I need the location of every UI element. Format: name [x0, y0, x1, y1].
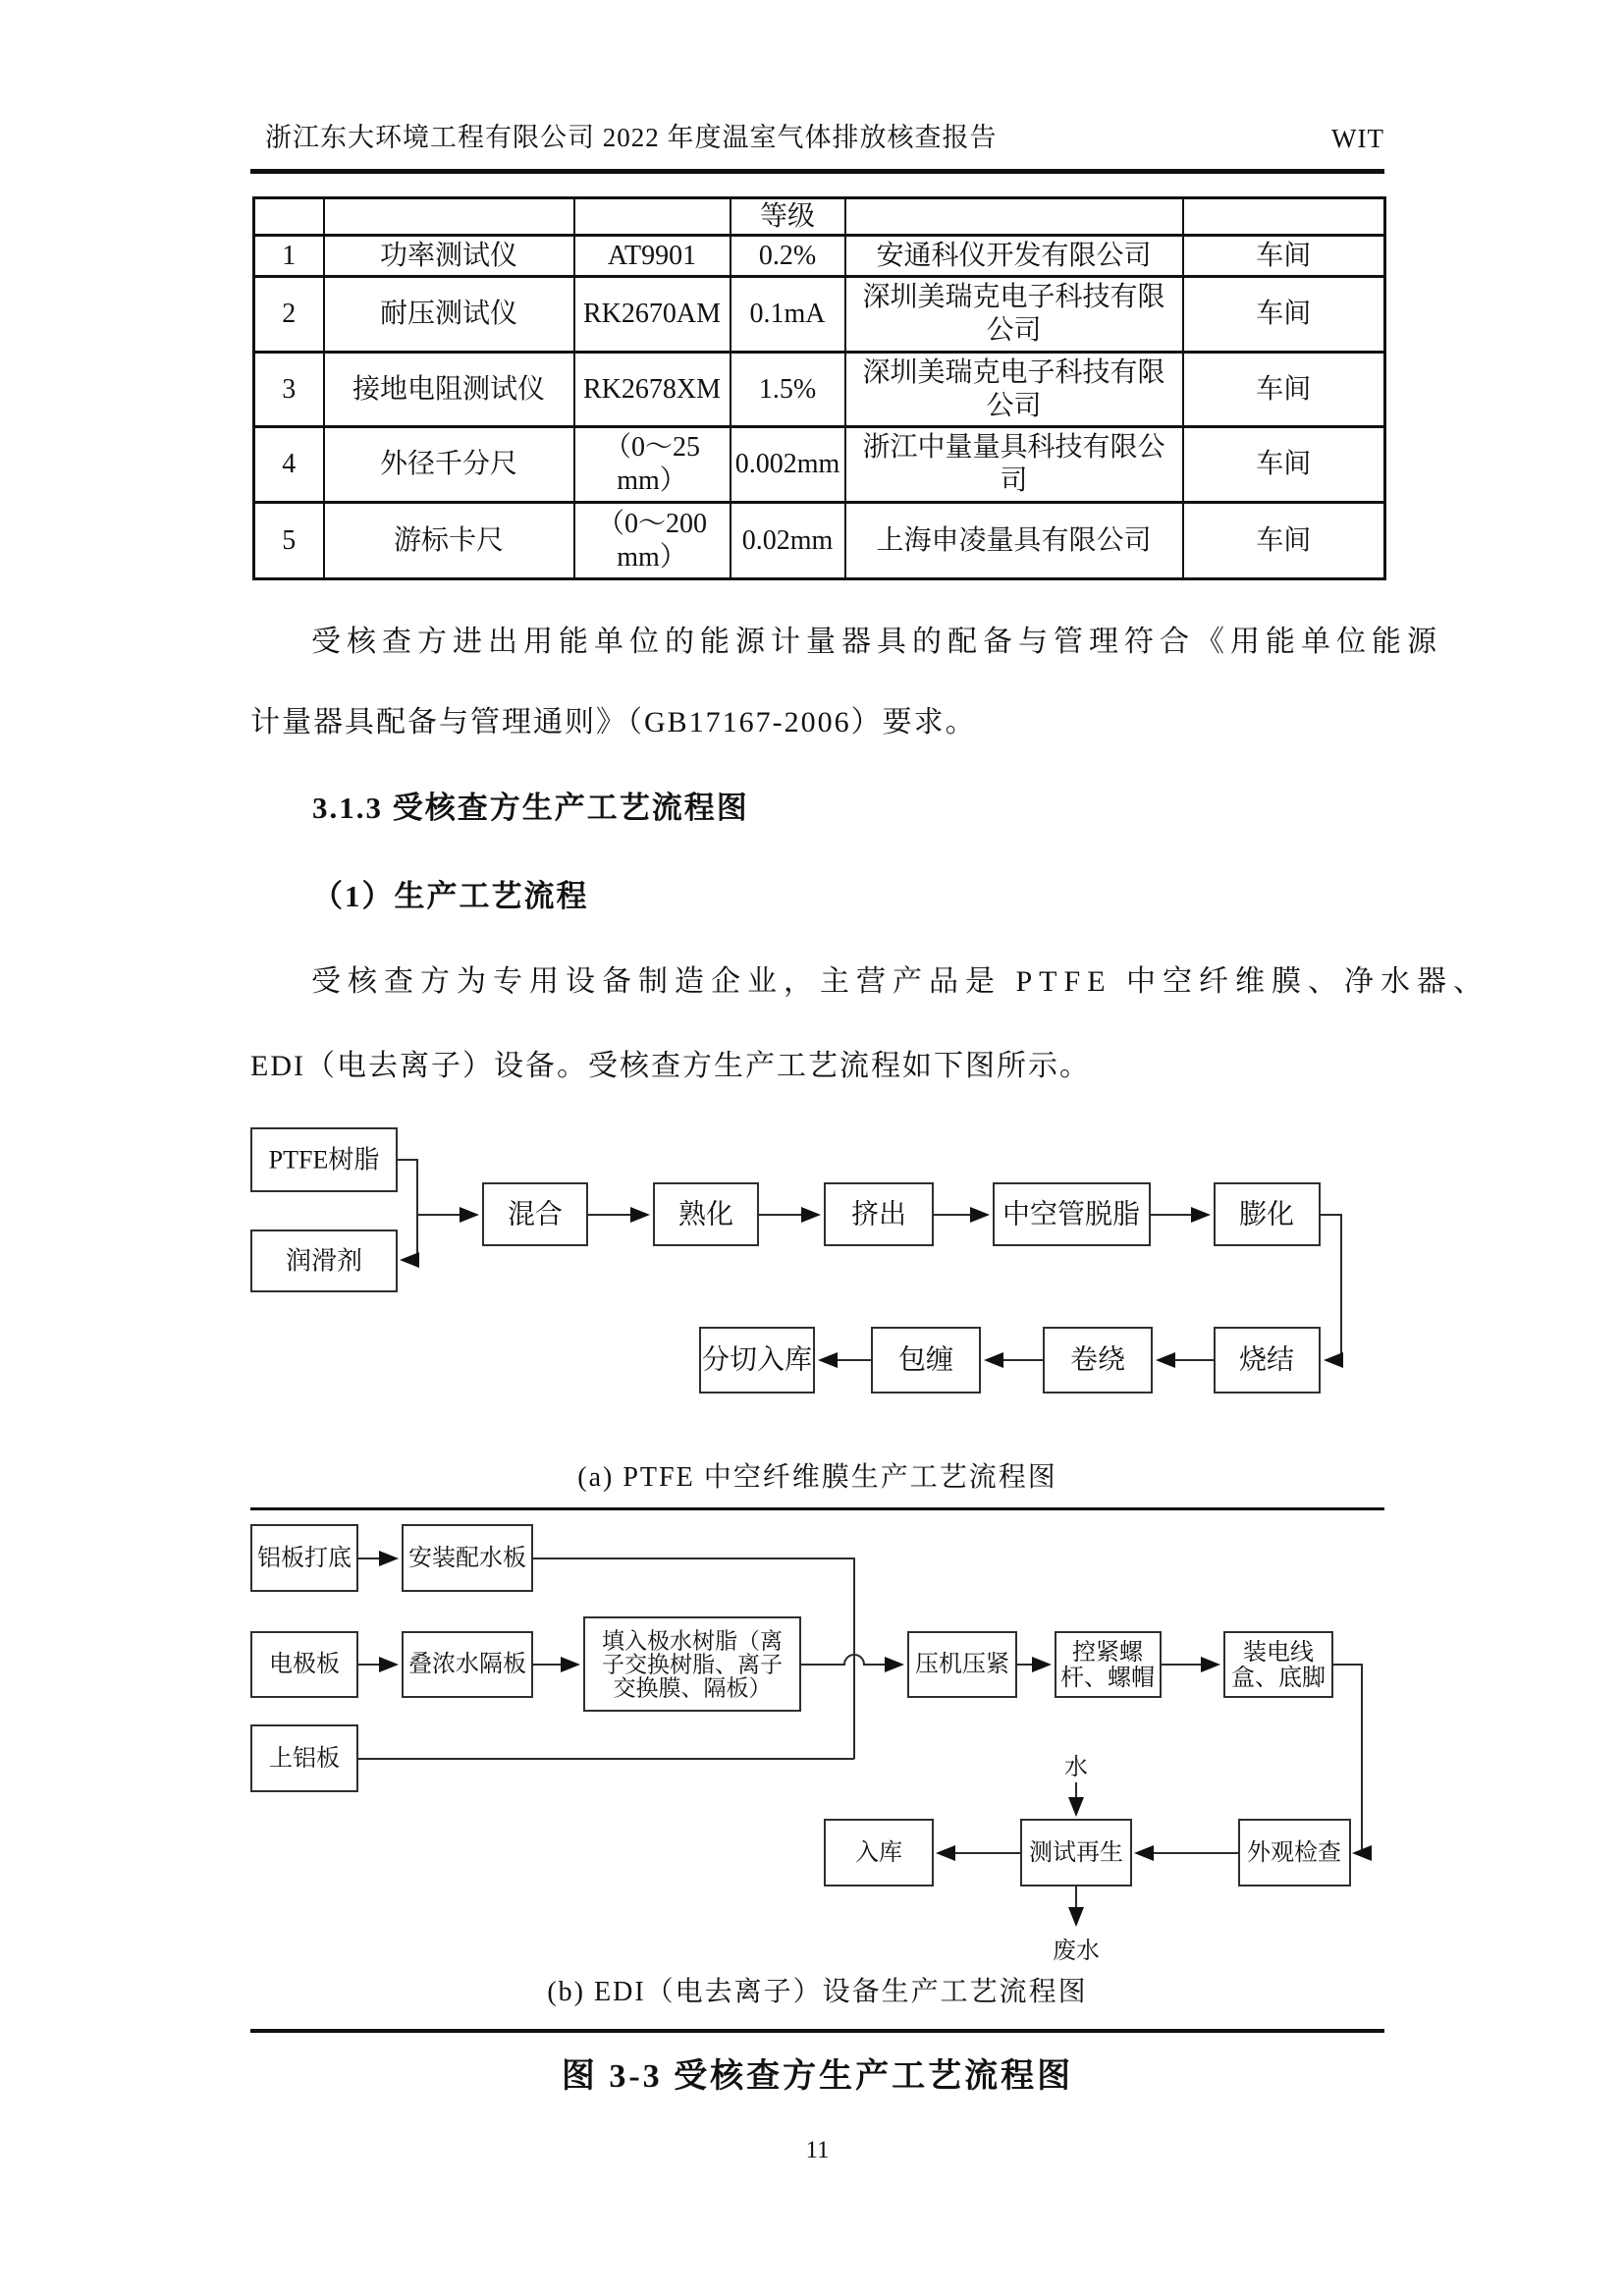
- table-row: [254, 427, 1385, 503]
- cell-maker: 深圳美瑞克电子科技有限 公司: [845, 353, 1183, 427]
- node-tighten-line1: 控紧螺: [1072, 1640, 1143, 1666]
- table-partial-header-row: [254, 198, 1385, 236]
- paragraph-metering: [250, 625, 1442, 740]
- cell-location: 车间: [1183, 427, 1385, 503]
- figure-divider-bottom: [250, 2029, 1384, 2033]
- cell-no: 4: [254, 427, 324, 503]
- page-header: [265, 116, 1384, 154]
- node-top-plate-label: 上铝板: [269, 1746, 340, 1772]
- node-winding-label: 卷绕: [1069, 1344, 1126, 1376]
- node-stack-separator-label: 叠浓水隔板: [408, 1652, 526, 1677]
- table-row: [254, 277, 1385, 353]
- cell-name: 外径千分尺: [324, 427, 574, 503]
- section-heading-313: 3.1.3 受核查方生产工艺流程图: [312, 791, 749, 825]
- table-row: [254, 503, 1385, 579]
- cell-grade: 0.002mm: [731, 427, 845, 503]
- cell-empty: [324, 198, 574, 236]
- node-curing-label: 熟化: [677, 1199, 734, 1230]
- cell-location: 车间: [1183, 277, 1385, 353]
- cell-name: 游标卡尺: [324, 503, 574, 579]
- paragraph-line: 受核查方进出用能单位的能源计量器具的配备与管理符合《用能单位能源: [311, 626, 1442, 658]
- cell-model: AT9901: [574, 236, 731, 277]
- cell-empty: [574, 198, 731, 236]
- node-degreasing-label: 中空管脱脂: [1001, 1199, 1141, 1230]
- cell-name: 功率测试仪: [324, 236, 574, 277]
- node-tighten-line2: 杆、螺帽: [1060, 1666, 1155, 1691]
- node-extrusion-label: 挤出: [850, 1199, 907, 1230]
- cell-location: 车间: [1183, 236, 1385, 277]
- node-wire-box-line2: 盒、底脚: [1231, 1666, 1326, 1691]
- cell-name: 接地电阻测试仪: [324, 353, 574, 427]
- header-mark: WIT: [1331, 124, 1384, 153]
- cell-grade: 0.02mm: [731, 503, 845, 579]
- caption-figure-a: (a) PTFE 中空纤维膜生产工艺流程图: [577, 1462, 1057, 1493]
- figure-3-3-title: 图 3-3 受核查方生产工艺流程图: [561, 2058, 1074, 2095]
- label-waste-water: 废水: [1053, 1939, 1100, 1964]
- cell-grade: 0.1mA: [731, 277, 845, 353]
- label-water: 水: [1064, 1755, 1088, 1780]
- cell-model: RK2670AM: [574, 277, 731, 353]
- node-base-plate-label: 铝板打底: [257, 1546, 352, 1571]
- cell-empty: [845, 198, 1183, 236]
- cell-no: 3: [254, 353, 324, 427]
- cell-maker: 安通科仪开发有限公司: [845, 236, 1183, 277]
- cell-empty: [254, 198, 324, 236]
- cell-location: 车间: [1183, 353, 1385, 427]
- cell-empty: [1183, 198, 1385, 236]
- node-fill-resin-line2: 子交换树脂、离子: [602, 1652, 783, 1677]
- cell-maker: 浙江中量量具科技有限公 司: [845, 427, 1183, 503]
- page-number: 11: [805, 2137, 830, 2163]
- instruments-table: [252, 196, 1386, 580]
- flowchart-edi: [250, 1517, 1389, 1966]
- connector-inputs: [397, 1160, 417, 1260]
- cell-no: 5: [254, 503, 324, 579]
- cell-no: 1: [254, 236, 324, 277]
- figure-divider-top: [250, 1507, 1384, 1510]
- subsection-heading-1: （1）生产工艺流程: [312, 879, 589, 913]
- paragraph-products: [250, 964, 1490, 1084]
- node-wrapping-label: 包缠: [897, 1344, 954, 1376]
- paragraph-line: 计量器具配备与管理通则》（GB17167-2006）要求。: [250, 706, 977, 738]
- table-row: [254, 353, 1385, 427]
- col-grade-label: 等级: [731, 198, 845, 236]
- node-expansion-label: 膨化: [1238, 1199, 1295, 1230]
- cell-maker: 上海申凌量具有限公司: [845, 503, 1183, 579]
- cell-model: RK2678XM: [574, 353, 731, 427]
- node-appearance-inspection-label: 外观检查: [1247, 1840, 1341, 1866]
- table-row: [254, 236, 1385, 277]
- node-press-label: 压机压紧: [915, 1652, 1009, 1677]
- connector-expansion-sintering: [1320, 1215, 1341, 1360]
- node-storage-label: 入库: [855, 1840, 902, 1866]
- cell-no: 2: [254, 277, 324, 353]
- node-fill-resin-line1: 填入极水树脂（离: [602, 1628, 783, 1654]
- cell-name: 耐压测试仪: [324, 277, 574, 353]
- cell-grade: 1.5%: [731, 353, 845, 427]
- node-mixing-label: 混合: [507, 1199, 564, 1230]
- node-fill-resin-line3: 交换膜、隔板）: [613, 1675, 772, 1701]
- flowchart-ptfe: [250, 1120, 1389, 1406]
- node-electrode-plate-label: 电极板: [269, 1652, 340, 1677]
- instruments-table-wrap: [252, 196, 1386, 580]
- node-install-water-plate-label: 安装配水板: [408, 1546, 526, 1571]
- header-rule: [250, 169, 1384, 174]
- report-title: 浙江东大环境工程有限公司 2022 年度温室气体排放核查报告: [265, 123, 998, 152]
- node-wire-box-line1: 装电线: [1243, 1640, 1314, 1666]
- node-slitting-storage-label: 分切入库: [701, 1344, 813, 1376]
- caption-figure-b: (b) EDI（电去离子）设备生产工艺流程图: [547, 1977, 1088, 2007]
- node-sintering-label: 烧结: [1238, 1344, 1295, 1376]
- cell-location: 车间: [1183, 503, 1385, 579]
- cell-grade: 0.2%: [731, 236, 845, 277]
- cell-maker: 深圳美瑞克电子科技有限 公司: [845, 277, 1183, 353]
- paragraph-line: 受核查方为专用设备制造企业，主营产品是 PTFE 中空纤维膜、净水器、: [311, 965, 1490, 998]
- cell-model: （0～25 mm）: [574, 427, 731, 503]
- paragraph-line: EDI（电去离子）设备。受核查方生产工艺流程如下图所示。: [250, 1050, 1091, 1082]
- connector-with-hop: [800, 1655, 901, 1665]
- node-test-regeneration-label: 测试再生: [1029, 1840, 1123, 1866]
- node-lubricant-label: 润滑剂: [285, 1246, 363, 1276]
- node-ptfe-resin-label: PTFE树脂: [268, 1145, 380, 1175]
- cell-model: （0～200 mm）: [574, 503, 731, 579]
